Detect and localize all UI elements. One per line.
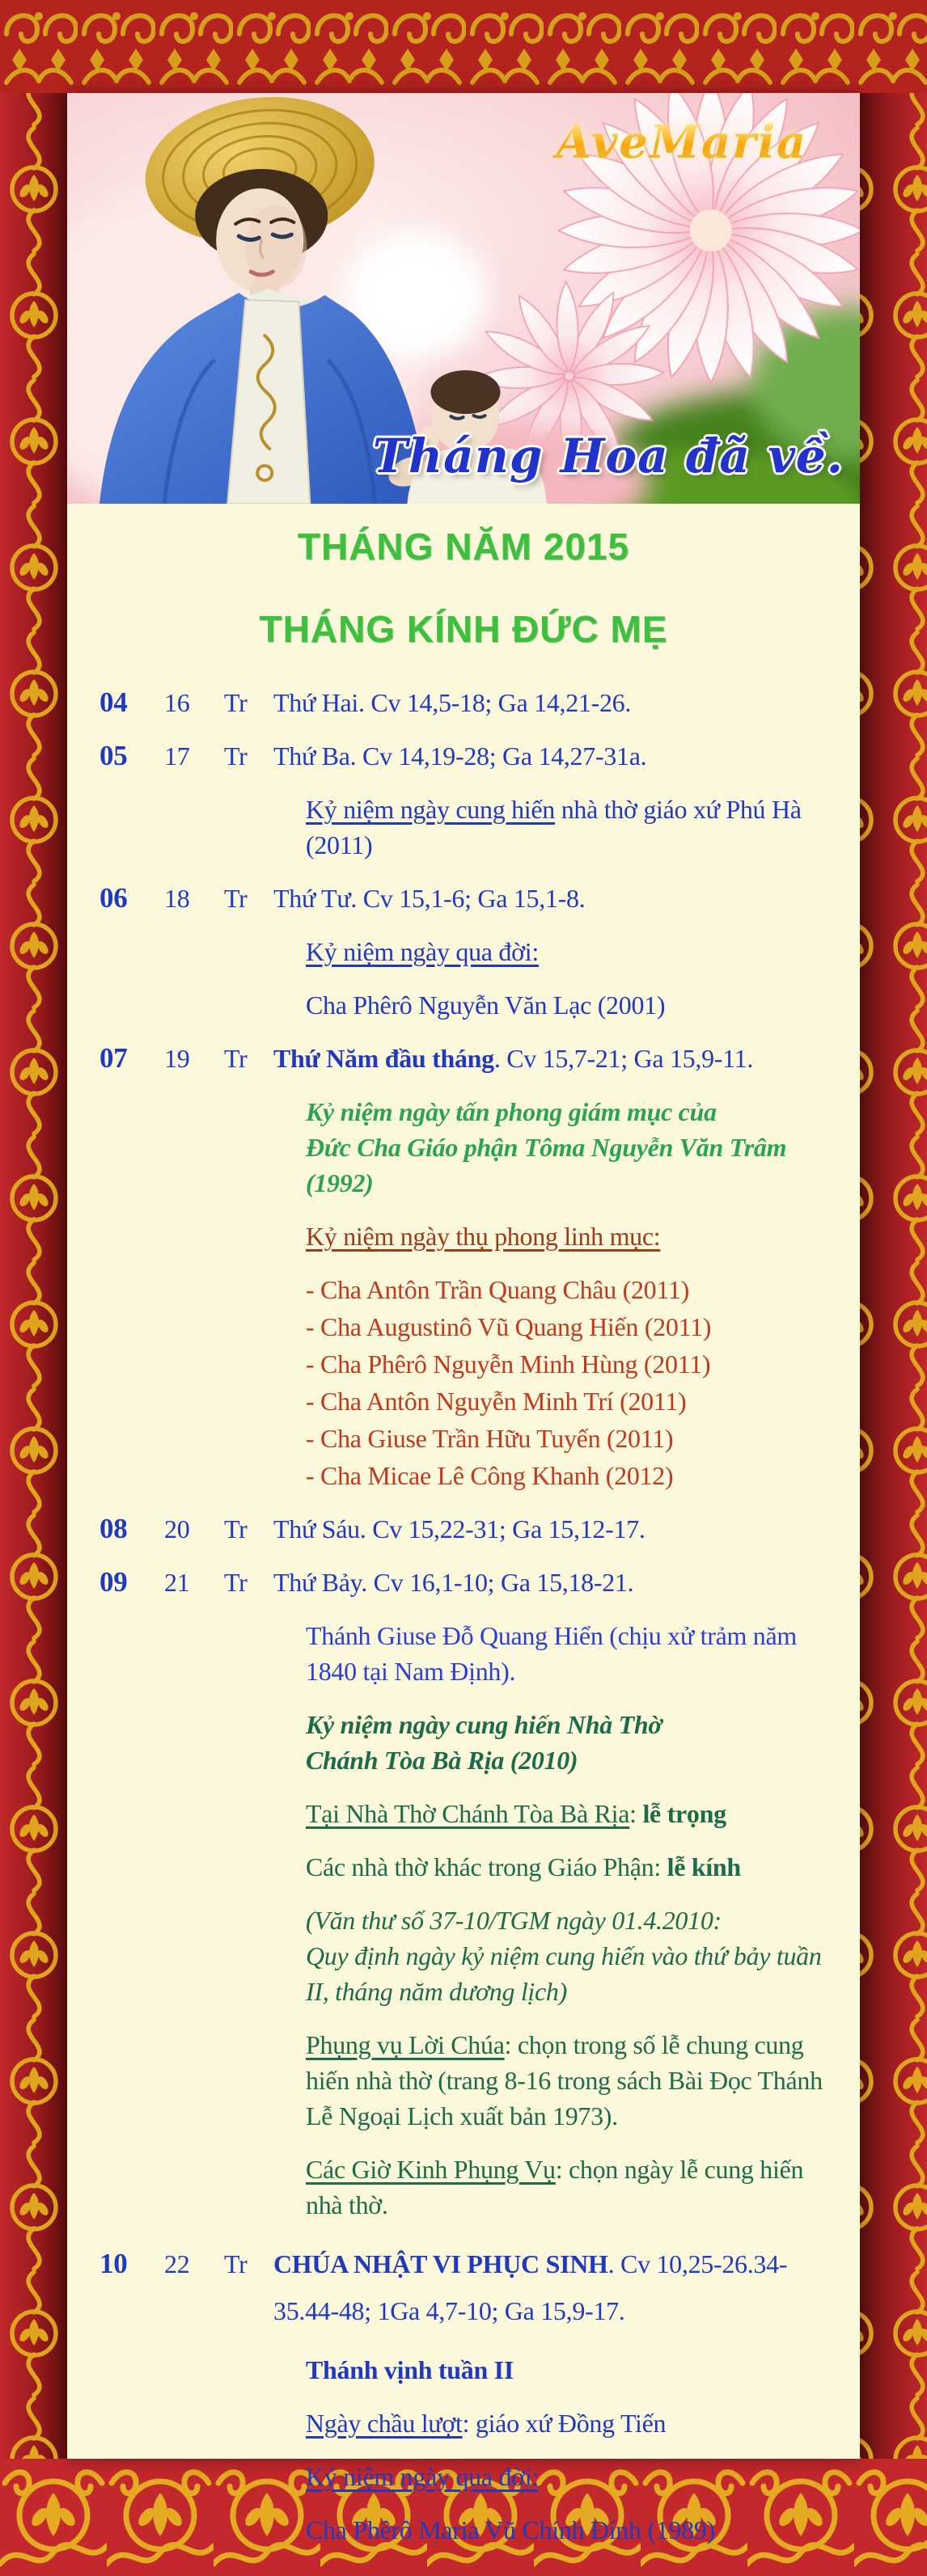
page-title-month: THÁNG NĂM 2015: [297, 526, 630, 568]
day-solar-number: 10: [99, 2248, 128, 2279]
entry-text: Thứ Hai. Cv 14,5-18; Ga 14,21-26.: [273, 688, 632, 717]
page-title-devotion: THÁNG KÍNH ĐỨC MẸ: [259, 608, 668, 650]
entry-text: - Cha Augustinô Vũ Quang Hiến (2011): [306, 1312, 712, 1341]
entry-text: Các nhà thờ khác trong Giáo Phận: lễ kính: [306, 1852, 741, 1881]
day-vestment-mark: Tr: [224, 1568, 248, 1597]
calendar-note-row: [67, 2352, 860, 2388]
calendar-note-row: [67, 2405, 860, 2441]
day-lunar-number: 18: [164, 884, 190, 913]
calendar-note-row: [67, 2512, 860, 2548]
day-vestment-mark: Tr: [224, 884, 248, 913]
entry-text: - Cha Antôn Nguyễn Minh Trí (2011): [306, 1387, 687, 1416]
calendar-note-row: [67, 1849, 860, 1885]
day-vestment-mark: Tr: [224, 741, 248, 771]
calendar-day-row: [67, 1511, 860, 1547]
day-solar-number: 04: [99, 686, 128, 718]
calendar-note-row: [67, 2152, 860, 2223]
header-caption: Tháng Hoa đã về.: [372, 429, 844, 484]
calendar-note-row: [67, 1618, 860, 1689]
calendar-note-row: [67, 1421, 860, 1456]
entry-text: Tại Nhà Thờ Chánh Tòa Bà Rịa: lễ trọng: [306, 1799, 726, 1828]
day-vestment-mark: Tr: [224, 1044, 248, 1073]
entry-text: CHÚA NHẬT VI PHỤC SINH. Cv 10,25-26.34-35.44-48; 1Ga 4,7-10; Ga 15,9-17.: [273, 2249, 788, 2325]
entry-text: Các Giờ Kinh Phụng Vụ: chọn ngày lễ cung hiến nhà thờ.: [306, 2155, 804, 2219]
day-vestment-mark: Tr: [224, 2249, 248, 2278]
calendar-note-row: [67, 1458, 860, 1493]
entry-text: - Cha Giuse Trần Hữu Tuyến (2011): [306, 1424, 674, 1453]
entry-text: - Cha Phêrô Nguyễn Minh Hùng (2011): [306, 1349, 711, 1379]
calendar-list: [67, 685, 860, 2548]
day-lunar-number: 16: [164, 688, 190, 717]
day-solar-number: 06: [99, 882, 128, 914]
calendar-note-row: [67, 1796, 860, 1831]
entry-text: Thứ Bảy. Cv 16,1-10; Ga 15,18-21.: [273, 1568, 634, 1597]
day-vestment-mark: Tr: [224, 688, 248, 717]
calendar-note-row: [67, 987, 860, 1023]
entry-text: - Cha Antôn Trần Quang Châu (2011): [306, 1275, 689, 1304]
entry-text: Kỷ niệm ngày cung hiến Nhà Thờ Chánh Tòa Bà Rịa (2010): [306, 1710, 662, 1775]
entry-text: Cha Phêrô Nguyễn Văn Lạc (2001): [306, 990, 666, 1020]
calendar-day-row: [67, 1565, 860, 1600]
day-solar-number: 07: [99, 1042, 128, 1074]
calendar-note-row: [67, 2459, 860, 2494]
entry-text: Kỷ niệm ngày cung hiến nhà thờ giáo xứ Phú Hà (2011): [306, 795, 802, 859]
entry-text: Phụng vụ Lời Chúa: chọn trong số lễ chung cung hiến nhà thờ (trang 8-16 trong sách Bài Đọc Thánh Lễ Ngoại Lịch xuất bản 1973).: [306, 2030, 823, 2130]
calendar-note-row: [67, 1309, 860, 1345]
header-photo: [67, 93, 860, 504]
entry-text: Kỷ niệm ngày thụ phong linh mục:: [306, 1222, 661, 1251]
entry-text: Kỷ niệm ngày tấn phong giám mục của Đức Cha Giáo phận Tôma Nguyễn Văn Trâm (1992): [306, 1097, 787, 1197]
entry-text: Thứ Sáu. Cv 15,22-31; Ga 15,12-17.: [273, 1514, 646, 1543]
calendar-note-row: [67, 1094, 860, 1201]
calendar-day-row: [67, 2240, 860, 2334]
day-lunar-number: 21: [164, 1568, 190, 1597]
day-lunar-number: 19: [164, 1044, 190, 1073]
calendar-day-row: [67, 1041, 860, 1076]
day-solar-number: 08: [99, 1513, 128, 1544]
calendar-day-row: [67, 685, 860, 720]
entry-text: Thứ Năm đầu tháng. Cv 15,7-21; Ga 15,9-11.: [273, 1044, 754, 1073]
calendar-note-row: [67, 934, 860, 969]
entry-text: (Văn thư số 37-10/TGM ngày 01.4.2010: Quy định ngày kỷ niệm cung hiến vào thứ bảy tuần II, tháng năm dương lịch): [306, 1906, 822, 2006]
day-vestment-mark: Tr: [224, 1514, 248, 1543]
calendar-note-row: [67, 1902, 860, 2009]
calendar-note-row: [67, 1346, 860, 1382]
day-solar-number: 05: [99, 740, 128, 771]
day-solar-number: 09: [99, 1566, 128, 1598]
day-lunar-number: 17: [164, 741, 190, 771]
entry-text: Thứ Tư. Cv 15,1-6; Ga 15,1-8.: [273, 884, 586, 913]
entry-text: Ngày chầu lượt: giáo xứ Đồng Tiến: [306, 2409, 667, 2438]
calendar-note-row: [67, 1383, 860, 1419]
entry-text: Kỷ niệm ngày qua đời:: [306, 937, 539, 966]
entry-text: Kỷ niệm ngày qua đời:: [306, 2462, 539, 2491]
calendar-note-row: [67, 1272, 860, 1307]
day-lunar-number: 20: [164, 1514, 190, 1543]
calendar-note-row: [67, 2027, 860, 2134]
content-panel: [67, 93, 860, 2544]
ave-maria-text: AveMaria: [520, 116, 844, 169]
calendar-note-row: [67, 792, 860, 863]
calendar-day-row: [67, 880, 860, 916]
entry-text: Thứ Ba. Cv 14,19-28; Ga 14,27-31a.: [273, 741, 647, 771]
entry-text: Thánh Giuse Đỗ Quang Hiển (chịu xử trảm năm 1840 tại Nam Định).: [306, 1621, 797, 1686]
calendar-note-row: [67, 1707, 860, 1778]
child-hair: [430, 370, 500, 414]
calendar-day-row: [67, 738, 860, 774]
calendar-note-row: [67, 1218, 860, 1254]
day-lunar-number: 22: [164, 2249, 190, 2278]
entry-text: Cha Phêrô Maria Vũ Chính Đính (1989): [306, 2515, 715, 2544]
entry-text: - Cha Micae Lê Công Khanh (2012): [306, 1461, 674, 1490]
entry-text: Thánh vịnh tuần II: [306, 2355, 514, 2384]
